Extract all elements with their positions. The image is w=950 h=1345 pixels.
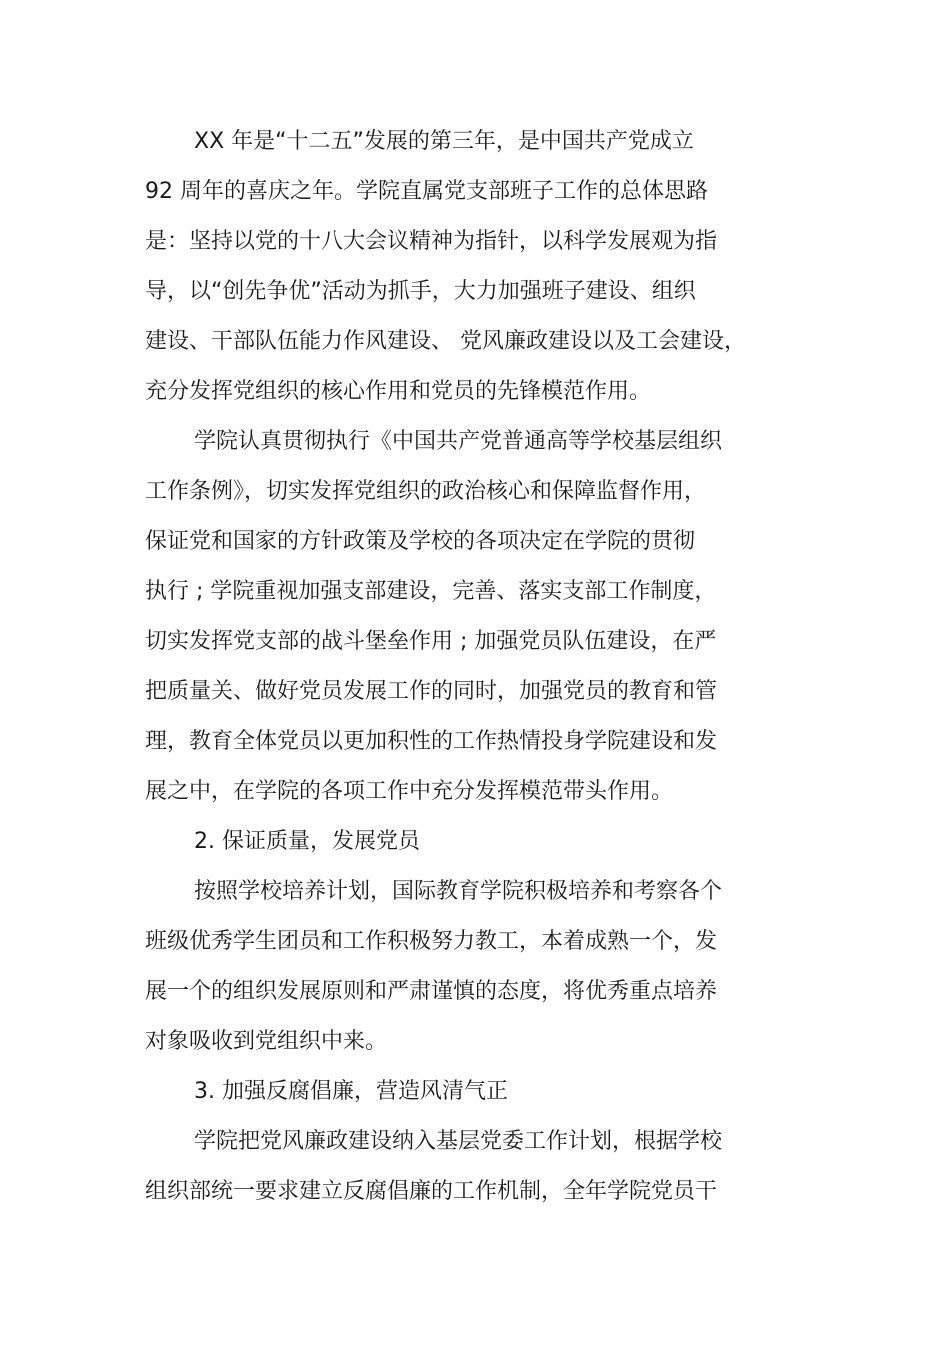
section-heading-2: 2. 保证质量，发展党员 bbox=[194, 829, 420, 854]
paragraph-2-line-1: 学院认真贯彻执行《中国共产党普通高等学校基层组织 bbox=[194, 429, 723, 454]
paragraph-2-line-8: 展之中，在学院的各项工作中充分发挥模范带头作用。 bbox=[145, 779, 674, 804]
paragraph-2-line-3: 保证党和国家的方针政策及学校的各项决定在学院的贯彻 bbox=[145, 529, 696, 554]
paragraph-3-line-2: 班级优秀学生团员和工作积极努力教工，本着成熟一个，发 bbox=[145, 929, 718, 954]
paragraph-1-line-6: 充分发挥党组织的核心作用和党员的先锋模范作用。 bbox=[145, 379, 652, 404]
paragraph-3-line-3: 展一个的组织发展原则和严肃谨慎的态度，将优秀重点培养 bbox=[145, 979, 718, 1004]
paragraph-2-line-5: 切实发挥党支部的战斗堡垒作用 ; 加强党员队伍建设，在严 bbox=[145, 629, 717, 654]
paragraph-3-line-1: 按照学校培养计划，国际教育学院积极培养和考察各个 bbox=[194, 879, 723, 904]
paragraph-1-line-4: 导，以“创先争优”活动为抓手，大力加强班子建设、组织 bbox=[145, 279, 696, 304]
paragraph-4-line-2: 组织部统一要求建立反腐倡廉的工作机制，全年学院党员干 bbox=[145, 1179, 718, 1204]
paragraph-4-line-1: 学院把党风廉政建设纳入基层党委工作计划，根据学校 bbox=[194, 1129, 723, 1154]
paragraph-1-line-3: 是：坚持以党的十八大会议精神为指针，以科学发展观为指 bbox=[145, 229, 718, 254]
section-heading-3: 3. 加强反腐倡廉，营造风清气正 bbox=[194, 1079, 508, 1104]
paragraph-2-line-6: 把质量关、做好党员发展工作的同时，加强党员的教育和管 bbox=[145, 679, 718, 704]
paragraph-2-line-2: 工作条例》，切实发挥党组织的政治核心和保障监督作用， bbox=[145, 479, 707, 504]
paragraph-2-line-7: 理，教育全体党员以更加积性的工作热情投身学院建设和发 bbox=[145, 729, 718, 754]
paragraph-2-line-4: 执行 ; 学院重视加强支部建设，完善、落实支部工作制度， bbox=[145, 579, 717, 604]
paragraph-3-line-4: 对象吸收到党组织中来。 bbox=[145, 1029, 388, 1054]
paragraph-1-line-5: 建设、干部队伍能力作风建设、 党风廉政建设以及工会建设， bbox=[145, 329, 746, 354]
paragraph-1-line-2: 92 周年的喜庆之年。学院直属党支部班子工作的总体思路 bbox=[145, 179, 708, 204]
paragraph-1-line-1: XX 年是“十二五”发展的第三年，是中国共产党成立 bbox=[194, 129, 694, 154]
